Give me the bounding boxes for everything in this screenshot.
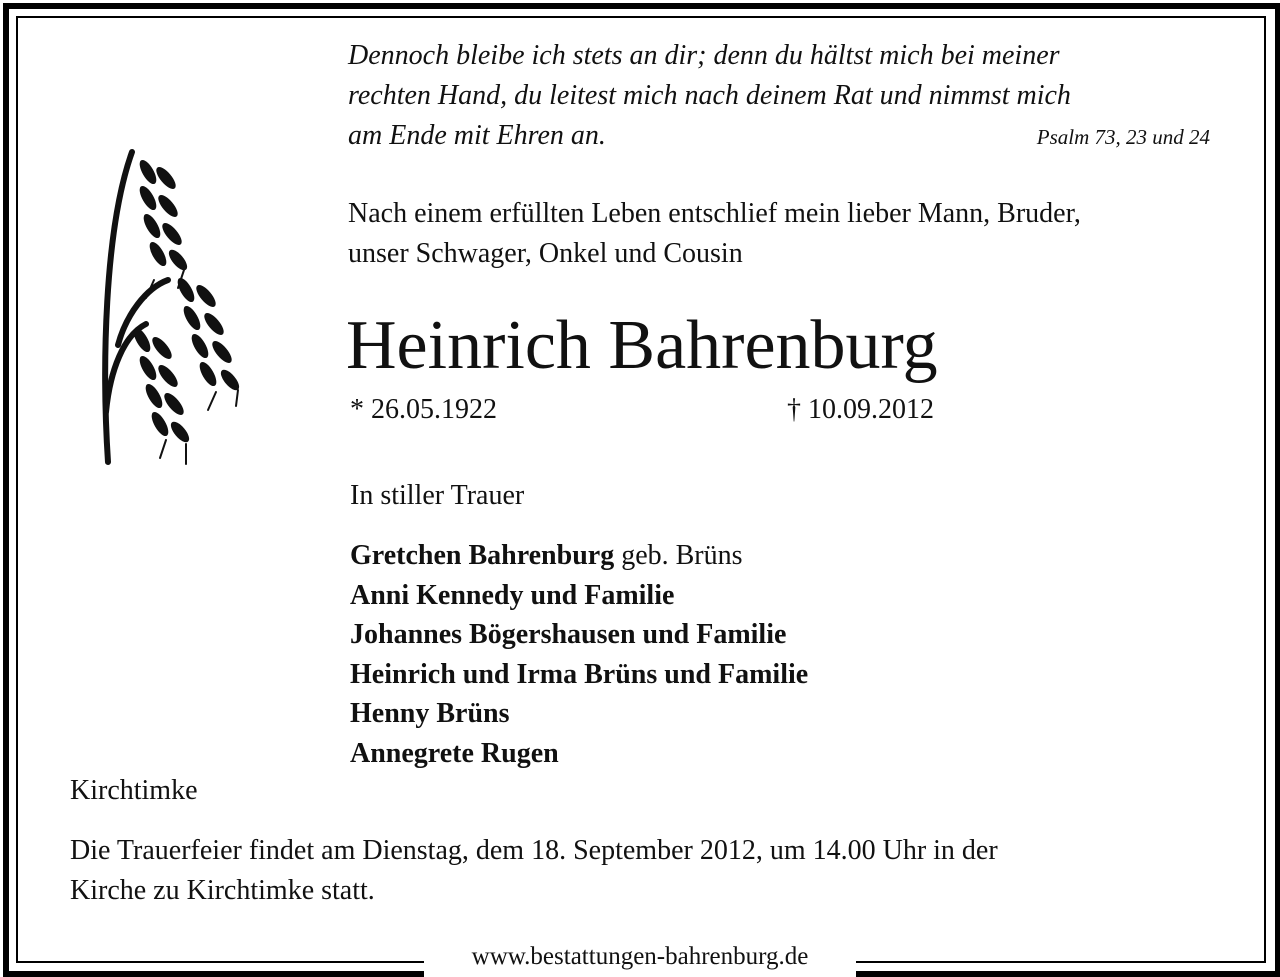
mourner-item xyxy=(350,536,808,576)
intro-text xyxy=(348,194,1228,274)
intro-line-1: Nach einem erfüllten Leben entschlief mein lieber Mann, Bruder, xyxy=(348,198,1081,229)
quote-line-1: Dennoch bleibe ich stets an dir; denn du hältst mich bei meiner xyxy=(348,40,1060,71)
death-date: † 10.09.2012 xyxy=(787,394,934,425)
quote-line-3: am Ende mit Ehren an. xyxy=(348,120,606,151)
mourner-name: Gretchen Bahrenburg xyxy=(350,540,615,571)
service-line-1: Die Trauerfeier findet am Dienstag, dem 18. September 2012, um 14.00 Uhr in der xyxy=(70,835,998,866)
place-name: Kirchtimke xyxy=(70,775,198,806)
mourner-name: Johannes Bögershausen und Familie xyxy=(350,619,787,650)
service-line-2: Kirche zu Kirchtimke statt. xyxy=(70,875,375,906)
mourner-name: Annegrete Rugen xyxy=(350,737,559,769)
intro-line-2: unser Schwager, Onkel und Cousin xyxy=(348,238,743,269)
mourner-item xyxy=(350,615,808,655)
mourner-name: Anni Kennedy und Familie xyxy=(350,579,675,611)
mourning-label: In stiller Trauer xyxy=(350,480,525,511)
service-info xyxy=(70,831,1190,911)
birth-date: * 26.05.1922 xyxy=(350,394,497,425)
mourner-item xyxy=(350,655,808,695)
mourner-item xyxy=(350,694,808,734)
deceased-name: Heinrich Bahrenburg xyxy=(346,307,938,384)
quote-last-row xyxy=(348,116,1210,157)
quote-reference: Psalm 73, 23 und 24 xyxy=(1036,125,1210,149)
mourner-item xyxy=(350,576,808,616)
mourner-suffix: geb. Brüns xyxy=(614,540,743,571)
mourner-item xyxy=(350,734,808,774)
quote-line-2: rechten Hand, du leitest mich nach deinem Rat und nimmst mich xyxy=(348,80,1071,111)
bible-quote xyxy=(348,36,1210,157)
mourner-name: Heinrich und Irma Brüns und Familie xyxy=(350,658,809,690)
wheat-ears-icon xyxy=(96,140,266,475)
mourner-name: Henny Brüns xyxy=(350,698,510,729)
footer-url[interactable]: www.bestattungen-bahrenburg.de xyxy=(471,943,809,970)
mourners-list xyxy=(350,536,808,773)
